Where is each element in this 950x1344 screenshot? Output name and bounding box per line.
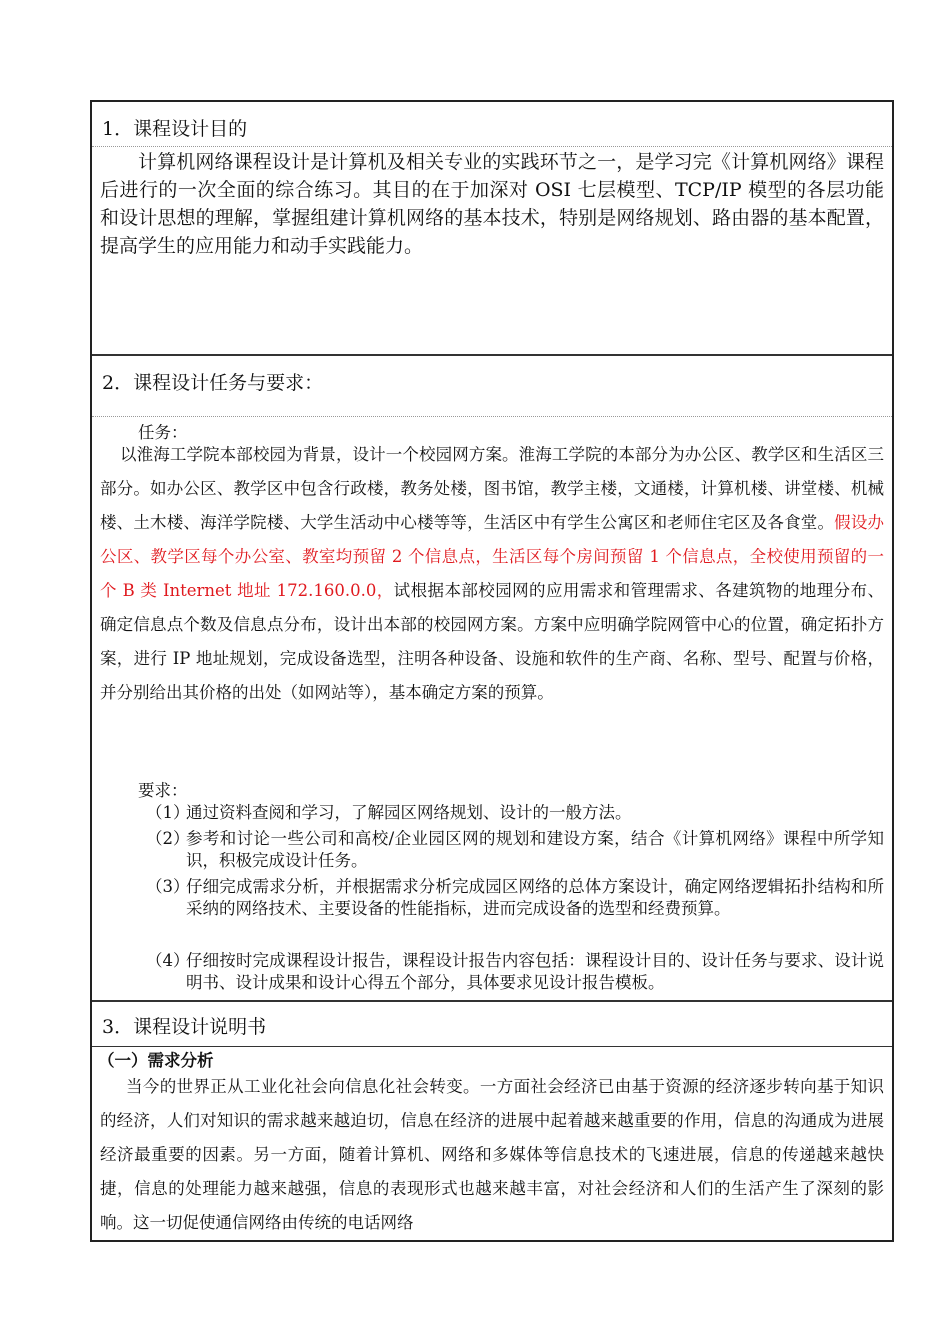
- section1-divider: [92, 146, 892, 147]
- requirement-text: 仔细按时完成课程设计报告，课程设计报告内容包括：课程设计目的、设计任务与要求、设计说明书、设计成果和设计心得五个部分，具体要求见设计报告模板。: [186, 951, 884, 992]
- requirement-item: [146, 876, 884, 920]
- section2-divider: [92, 416, 892, 417]
- requirement-number: （2）: [146, 829, 190, 848]
- requirement-text: 参考和讨论一些公司和高校/企业园区网的规划和建设方案，结合《计算机网络》课程中所学知识，积极完成设计任务。: [186, 829, 884, 870]
- requirement-number: （1）: [146, 803, 190, 822]
- task-label: 任务：: [138, 423, 188, 442]
- section3-body: 当今的世界正从工业化社会向信息化社会转变。一方面社会经济已由基于资源的经济逐步转向基于知识的经济，人们对知识的需求越来越迫切，信息在经济的进展中起着越来越重要的作用，信息的沟通成为进展经济最重要的因素。另一方面，随着计算机、网络和多媒体等信息技术的飞速进展，信息的传递越来越快捷，信息的处理能力越来越强，信息的表现形式也越来越丰富，对社会经济和人们的生活产生了深刻的影响。这一切促使通信网络由传统的电话网络: [100, 1077, 884, 1232]
- task-text-2: 试根据本部校园网的应用需求和管理需求、各建筑物的地理分布、确定信息点个数及信息点分布，设计出本部的校园网方案。方案中应明确学院网管中心的位置，确定拓扑方案，进行 IP 地址规划，完成设备选型，注明各种设备、设施和软件的生产商、名称、型号、配置与价格，并分别给出其价格的出处（如网站等），基本确定方案的预算。: [100, 581, 884, 702]
- section2-heading: 2．课程设计任务与要求：: [102, 372, 324, 394]
- document-table: [90, 100, 894, 1242]
- row-divider-3: [92, 1046, 892, 1047]
- task-paragraph: [100, 438, 884, 710]
- requirement-number: （4）: [146, 951, 190, 970]
- section1-body: 计算机网络课程设计是计算机及相关专业的实践环节之一，是学习完《计算机网络》课程后进行的一次全面的综合练习。其目的在于加深对 OSI 七层模型、TCP/IP 模型的各层功能和设计思想的理解，掌握组建计算机网络的基本技术，特别是网络规划、路由器的基本配置，提高学生的应用能力和动手实践能力。: [100, 151, 884, 257]
- section3-heading: 3．课程设计说明书: [102, 1016, 267, 1038]
- requirement-text: 仔细完成需求分析，并根据需求分析完成园区网络的总体方案设计，确定网络逻辑拓扑结构和所采纳的网络技术、主要设备的性能指标，进而完成设备的选型和经费预算。: [186, 877, 884, 918]
- task-text-1: 以淮海工学院本部校园为背景，设计一个校园网方案。淮海工学院的本部分为办公区、教学区和生活区三部分。如办公区、教学区中包含行政楼，教务处楼，图书馆，教学主楼，文通楼，计算机楼、讲堂楼、机械楼、土木楼、海洋学院楼、大学生活动中心楼等等，生活区中有学生公寓区和老师住宅区及各食堂。: [100, 445, 884, 532]
- requirements-label: 要求：: [138, 781, 188, 800]
- row-divider-1: [92, 354, 892, 356]
- requirement-text: 通过资料查阅和学习，了解园区网络规划、设计的一般方法。: [186, 803, 632, 822]
- requirement-item: [146, 828, 884, 872]
- section1-heading: 1．课程设计目的: [102, 118, 248, 140]
- requirement-item: [146, 950, 884, 994]
- task-text-highlight: 假设办公区、教学区每个办公室、教室均预留 2 个信息点，生活区每个房间预留 1 个信息点，全校使用预留的一个 B 类 Internet 地址 172.160.0.0，: [100, 513, 885, 600]
- requirement-item: [146, 802, 884, 824]
- section3-subheading: （一）需求分析: [98, 1051, 214, 1070]
- row-divider-2: [92, 1000, 892, 1002]
- requirement-number: （3）: [146, 877, 190, 896]
